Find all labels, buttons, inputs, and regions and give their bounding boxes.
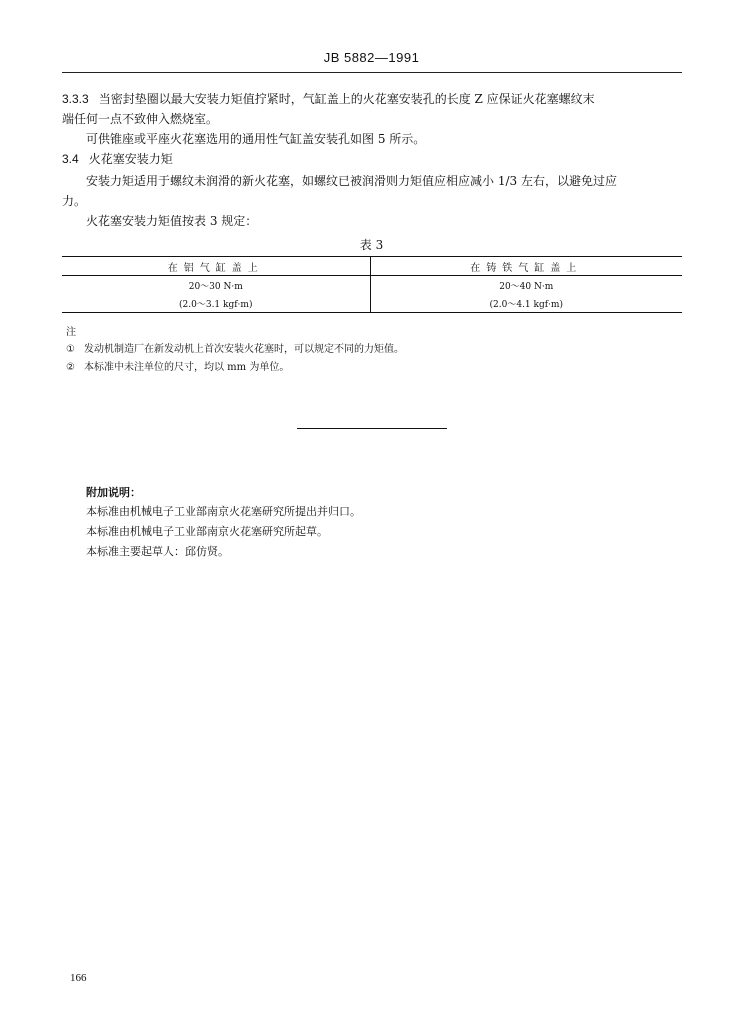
clause-3-3-3-line-1 [62, 92, 595, 106]
note-text: 本标准中未注单位的尺寸，均以 mm 为单位。 [84, 362, 290, 373]
table-caption: 表 3 [359, 238, 384, 252]
paragraph-seat-types: 可供锥座或平座火花塞选用的通用性气缸盖安装孔如图 5 所示。 [86, 132, 426, 146]
notes-label: 注 [66, 327, 76, 338]
note-marker: ② [66, 362, 75, 373]
page-number: 166 [70, 972, 87, 984]
paragraph-table-reference: 火花塞安装力矩值按表 3 规定： [86, 214, 258, 228]
table-cell: (2.0～3.1 kgf·m) [62, 294, 370, 313]
table-row [62, 276, 682, 295]
addendum-line: 本标准由机械电子工业部南京火花塞研究所提出并归口。 [86, 505, 361, 518]
table-header-row [62, 257, 682, 276]
clause-text: 当密封垫圈以最大安装力矩值拧紧时，气缸盖上的火花塞安装孔的长度 Z 应保证火花塞螺纹末 [98, 92, 595, 106]
header-rule [62, 72, 682, 73]
clause-3-4-heading [62, 152, 173, 166]
note-marker: ① [66, 344, 75, 355]
clause-number: 3.3.3 [62, 92, 89, 106]
clause-3-3-3-line-2: 端任何一点不致伸入燃烧室。 [62, 112, 219, 126]
table-row [62, 294, 682, 313]
table-cell: (2.0～4.1 kgf·m) [489, 299, 563, 310]
addendum-line: 本标准主要起草人：邱仿贤。 [86, 545, 229, 558]
paragraph-torque-line-2: 力。 [62, 194, 87, 208]
clause-title: 火花塞安装力矩 [88, 152, 173, 166]
note-item-2 [66, 362, 289, 374]
note-text: 发动机制造厂在新发动机上首次安装火花塞时，可以规定不同的力矩值。 [84, 344, 404, 355]
table-cell: 20～30 N·m [62, 276, 370, 295]
clause-number: 3.4 [62, 152, 79, 166]
torque-table [62, 256, 682, 313]
addendum-line: 本标准由机械电子工业部南京火花塞研究所起草。 [86, 525, 328, 538]
paragraph-torque-line-1: 安装力矩适用于螺纹未润滑的新火花塞，如螺纹已被润滑则力矩值应相应减小 1/3 左右，以避免过应 [86, 174, 617, 188]
document-code-header: JB 5882—1991 [323, 50, 420, 65]
table-header-cast-iron: 在铸铁气缸盖上 [470, 262, 583, 274]
table-cell: 20～40 N·m [499, 281, 554, 292]
note-item-1 [66, 344, 404, 356]
addendum-title: 附加说明： [86, 486, 141, 499]
end-of-text-rule [297, 428, 447, 429]
table-header-aluminum: 在铝气缸盖上 [62, 257, 370, 276]
